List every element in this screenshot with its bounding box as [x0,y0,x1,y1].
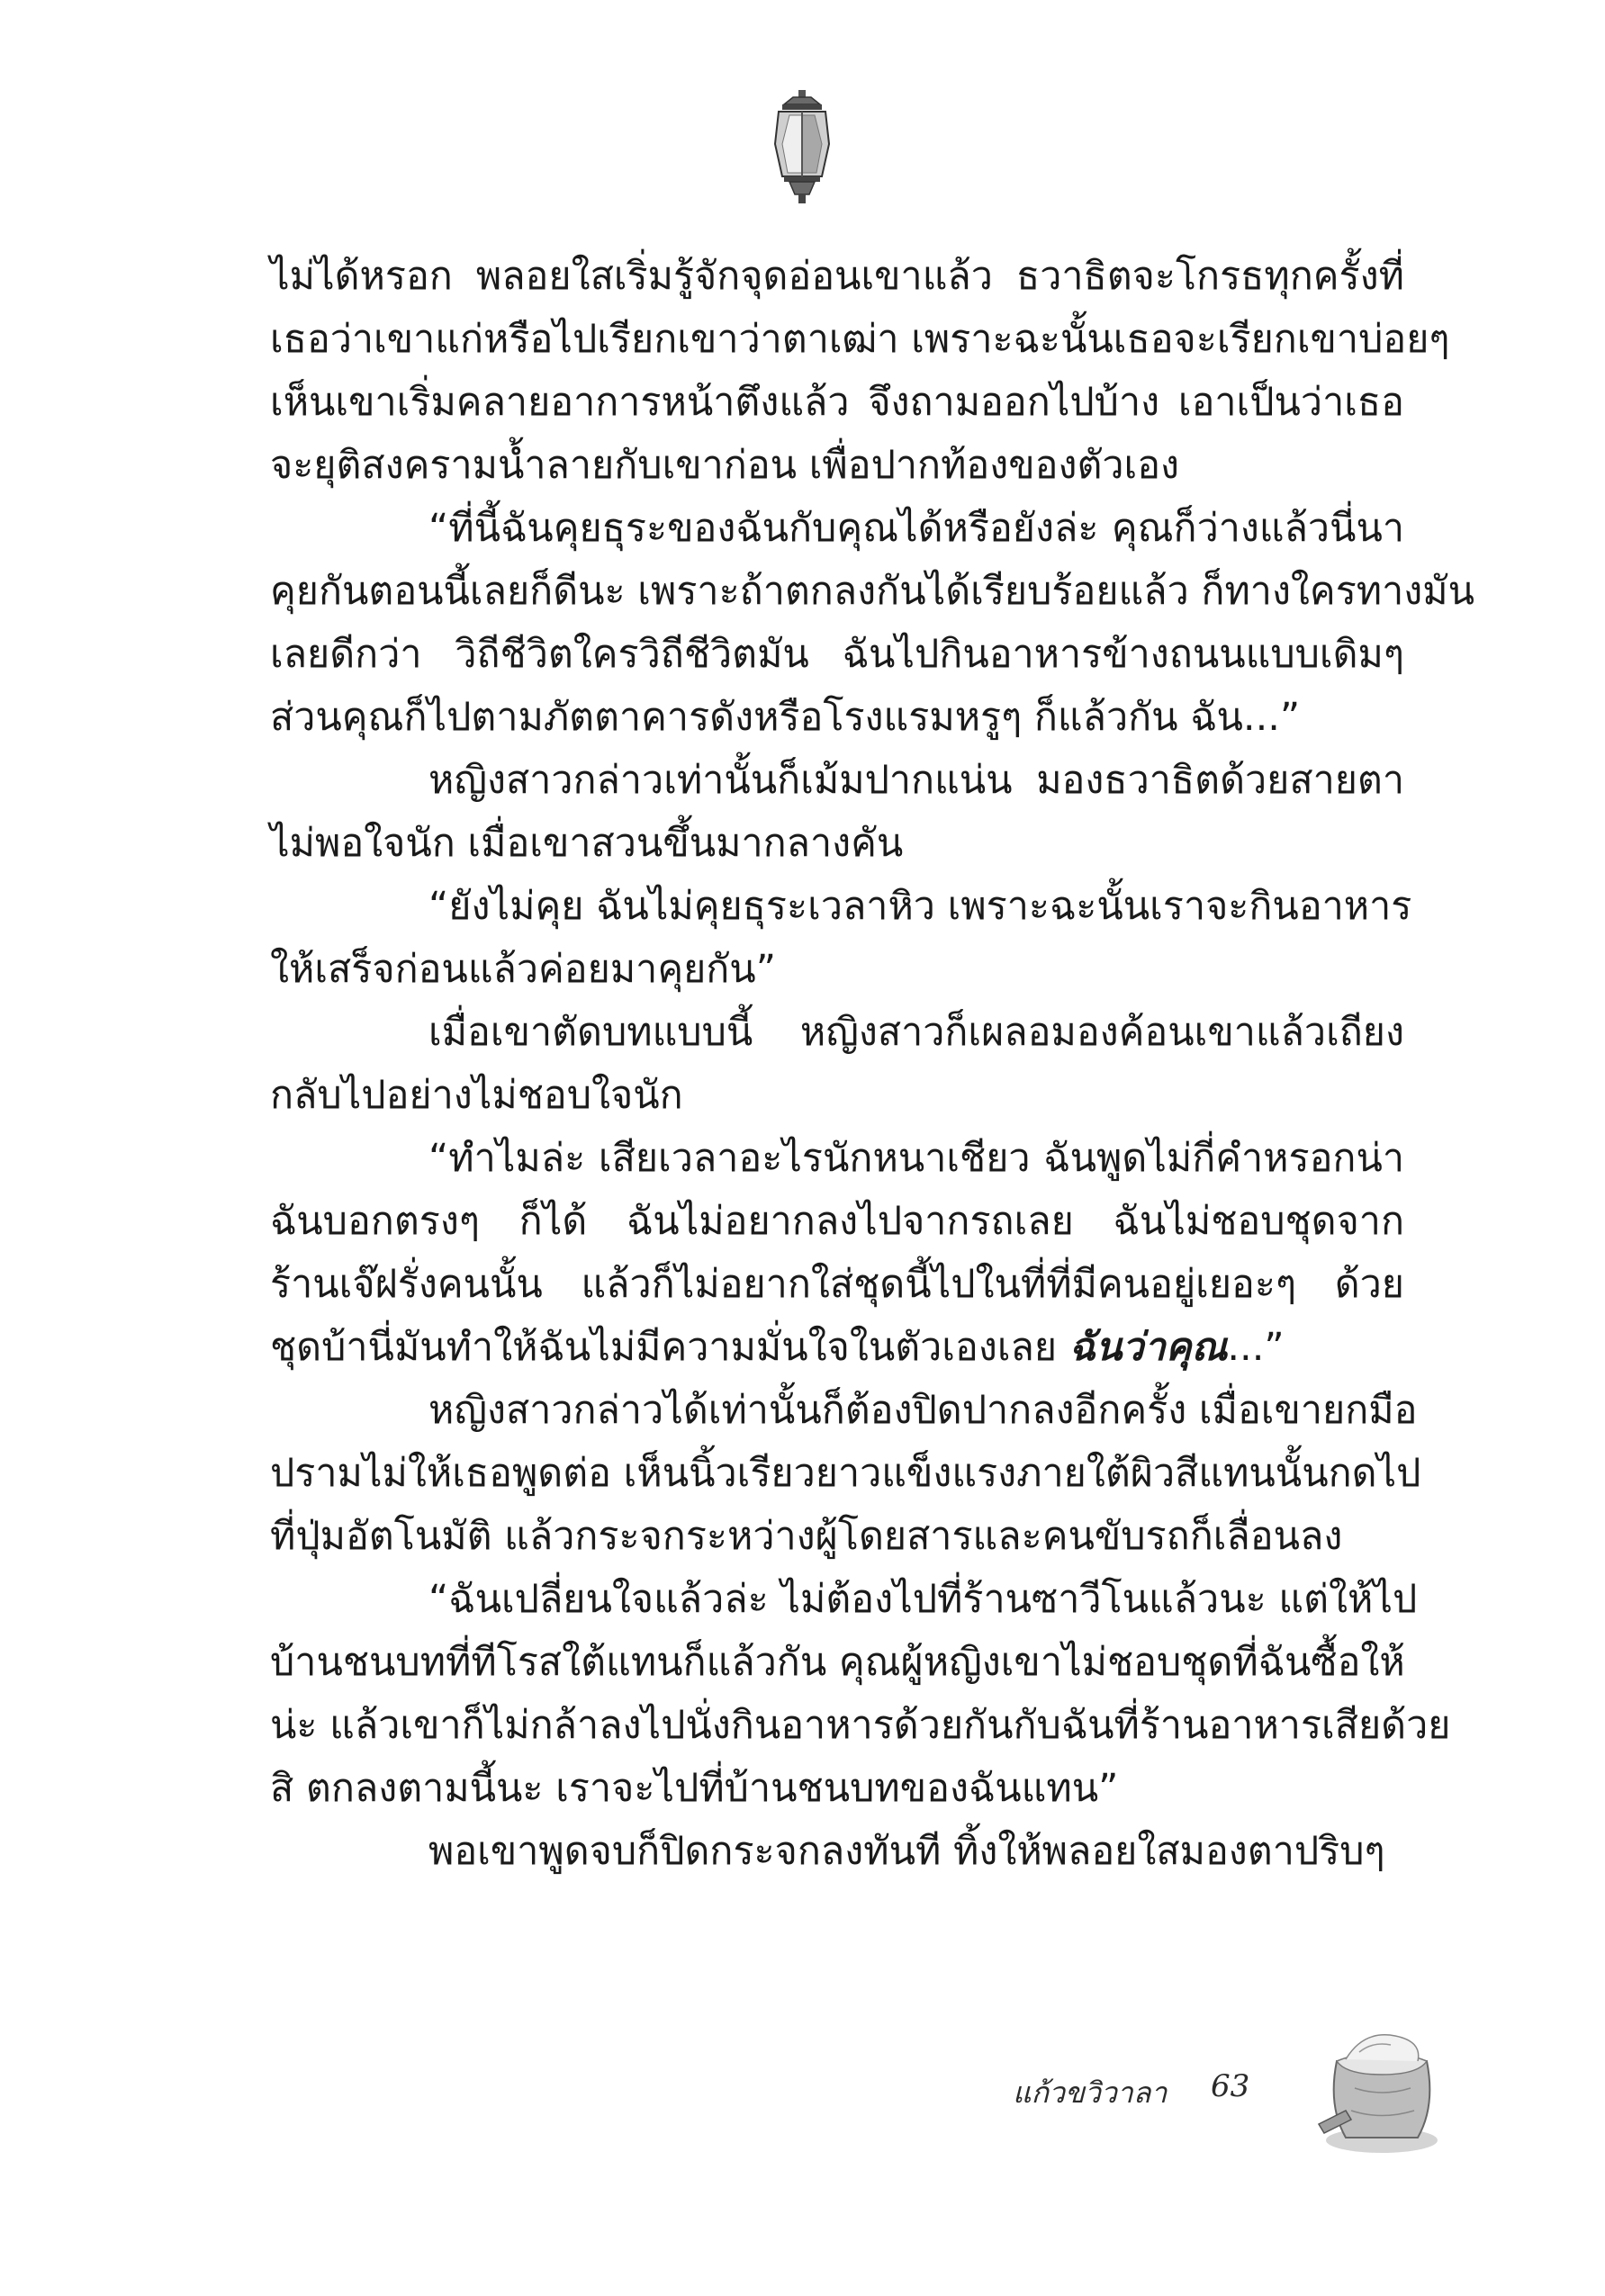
text-line: ไม่พอใจนัก เมื่อเขาสวนขึ้นมากลางคัน [270,821,904,866]
text-line: เมื่อเขาตัดบทแบบนี้ หญิงสาวก็เผลอมองค้อนเขาแล้วเถียง [428,1010,1404,1055]
text-line: เธอว่าเขาแก่หรือไปเรียกเขาว่าตาเฒ่า เพราะฉะนั้นเธอจะเรียกเขาบ่อยๆ [270,317,1450,362]
text-line: ไม่ได้หรอก พลอยใสเริ่มรู้จักจุดอ่อนเขาแล้ว ธวาธิตจะโกรธทุกครั้งที่ [270,254,1404,299]
text-line: น่ะ แล้วเขาก็ไม่กล้าลงไปนั่งกินอาหารด้วยกันกับฉันที่ร้านอาหารเสียด้วย [270,1703,1451,1748]
text-line: “ที่นี้ฉันคุยธุระของฉันกับคุณได้หรือยังล่ะ คุณก็ว่างแล้วนี่นา [428,506,1404,551]
text-line: เลยดีกว่า วิถีชีวิตใครวิถีชีวิตมัน ฉันไปกินอาหารข้างถนนแบบเดิมๆ [270,632,1404,677]
running-footer-book-title: แก้วขวิวาลา [1013,2075,1168,2110]
text-line: จะยุติสงครามน้ำลายกับเขาก่อน เพื่อปากท้องของตัวเอง [270,443,1180,488]
page-number: 63 [1211,2068,1250,2104]
text-line: พอเขาพูดจบก็ปิดกระจกลงทันที ทิ้งให้พลอยใสมองตาปริบๆ [428,1829,1385,1874]
text-line: “ฉันเปลี่ยนใจแล้วล่ะ ไม่ต้องไปที่ร้านซาวีโนแล้วนะ แต่ให้ไป [428,1577,1418,1622]
text-line: ปรามไม่ให้เธอพูดต่อ เห็นนิ้วเรียวยาวแข็งแรงภายใต้ผิวสีแทนนั้นกดไป [270,1451,1421,1496]
text-line: หญิงสาวกล่าวได้เท่านั้นก็ต้องปิดปากลงอีกครั้ง เมื่อเขายกมือ [428,1388,1418,1433]
text-line: หญิงสาวกล่าวเท่านั้นก็เม้มปากแน่น มองธวาธิตด้วยสายตา [428,758,1404,803]
text-line: ที่ปุ่มอัตโนมัติ แล้วกระจกระหว่างผู้โดยสารและคนขับรถก็เลื่อนลง [270,1514,1343,1559]
text-line: ส่วนคุณก็ไปตามภัตตาคารดังหรือโรงแรมหรูๆ ก็แล้วกัน ฉัน...” [270,695,1301,740]
text-line: “ทำไมล่ะ เสียเวลาอะไรนักหนาเชียว ฉันพูดไม่กี่คำหรอกน่า [428,1136,1404,1181]
text-line [270,1316,1404,1379]
text-line: สิ ตกลงตามนี้นะ เราจะไปที่บ้านชนบทของฉันแทน” [270,1766,1119,1811]
text-line: ฉันบอกตรงๆ ก็ได้ ฉันไม่อยากลงไปจากรถเลย ฉันไม่ชอบชุดจาก [270,1199,1404,1244]
text-line: “ยังไม่คุย ฉันไม่คุยธุระเวลาหิว เพราะฉะนั้นเราจะกินอาหาร [428,884,1412,929]
text-line: กลับไปอย่างไม่ชอบใจนัก [270,1073,683,1118]
text-line: เห็นเขาเริ่มคลายอาการหน้าตึงแล้ว จึงถามออกไปบ้าง เอาเป็นว่าเธอ [270,380,1404,425]
text-segment: ชุดบ้านี่มันทำให้ฉันไม่มีความมั่นใจในตัวเองเลย [270,1325,1069,1370]
text-line: ให้เสร็จก่อนแล้วค่อยมาคุยกัน” [270,947,776,992]
body-text [270,245,1475,1883]
text-line: ร้านเจ๊ฝรั่งคนนั้น แล้วก็ไม่อยากใส่ชุดนี้ไปในที่ที่มีคนอยู่เยอะๆ ด้วย [270,1262,1404,1307]
text-segment: ...” [1227,1325,1285,1370]
text-line: คุยกันตอนนี้เลยก็ดีนะ เพราะถ้าตกลงกันได้เรียบร้อยแล้ว ก็ทางใครทางมัน [270,569,1475,614]
lantern-ornament-icon [770,90,834,207]
pot-with-cloth-ornament-icon [1310,2025,1454,2160]
text-line: บ้านชนบทที่ทีโรสใต้แทนก็แล้วกัน คุณผู้หญิงเขาไม่ชอบชุดที่ฉันซื้อให้ [270,1640,1405,1685]
emphasized-text: ฉันว่าคุณ [1068,1325,1228,1370]
